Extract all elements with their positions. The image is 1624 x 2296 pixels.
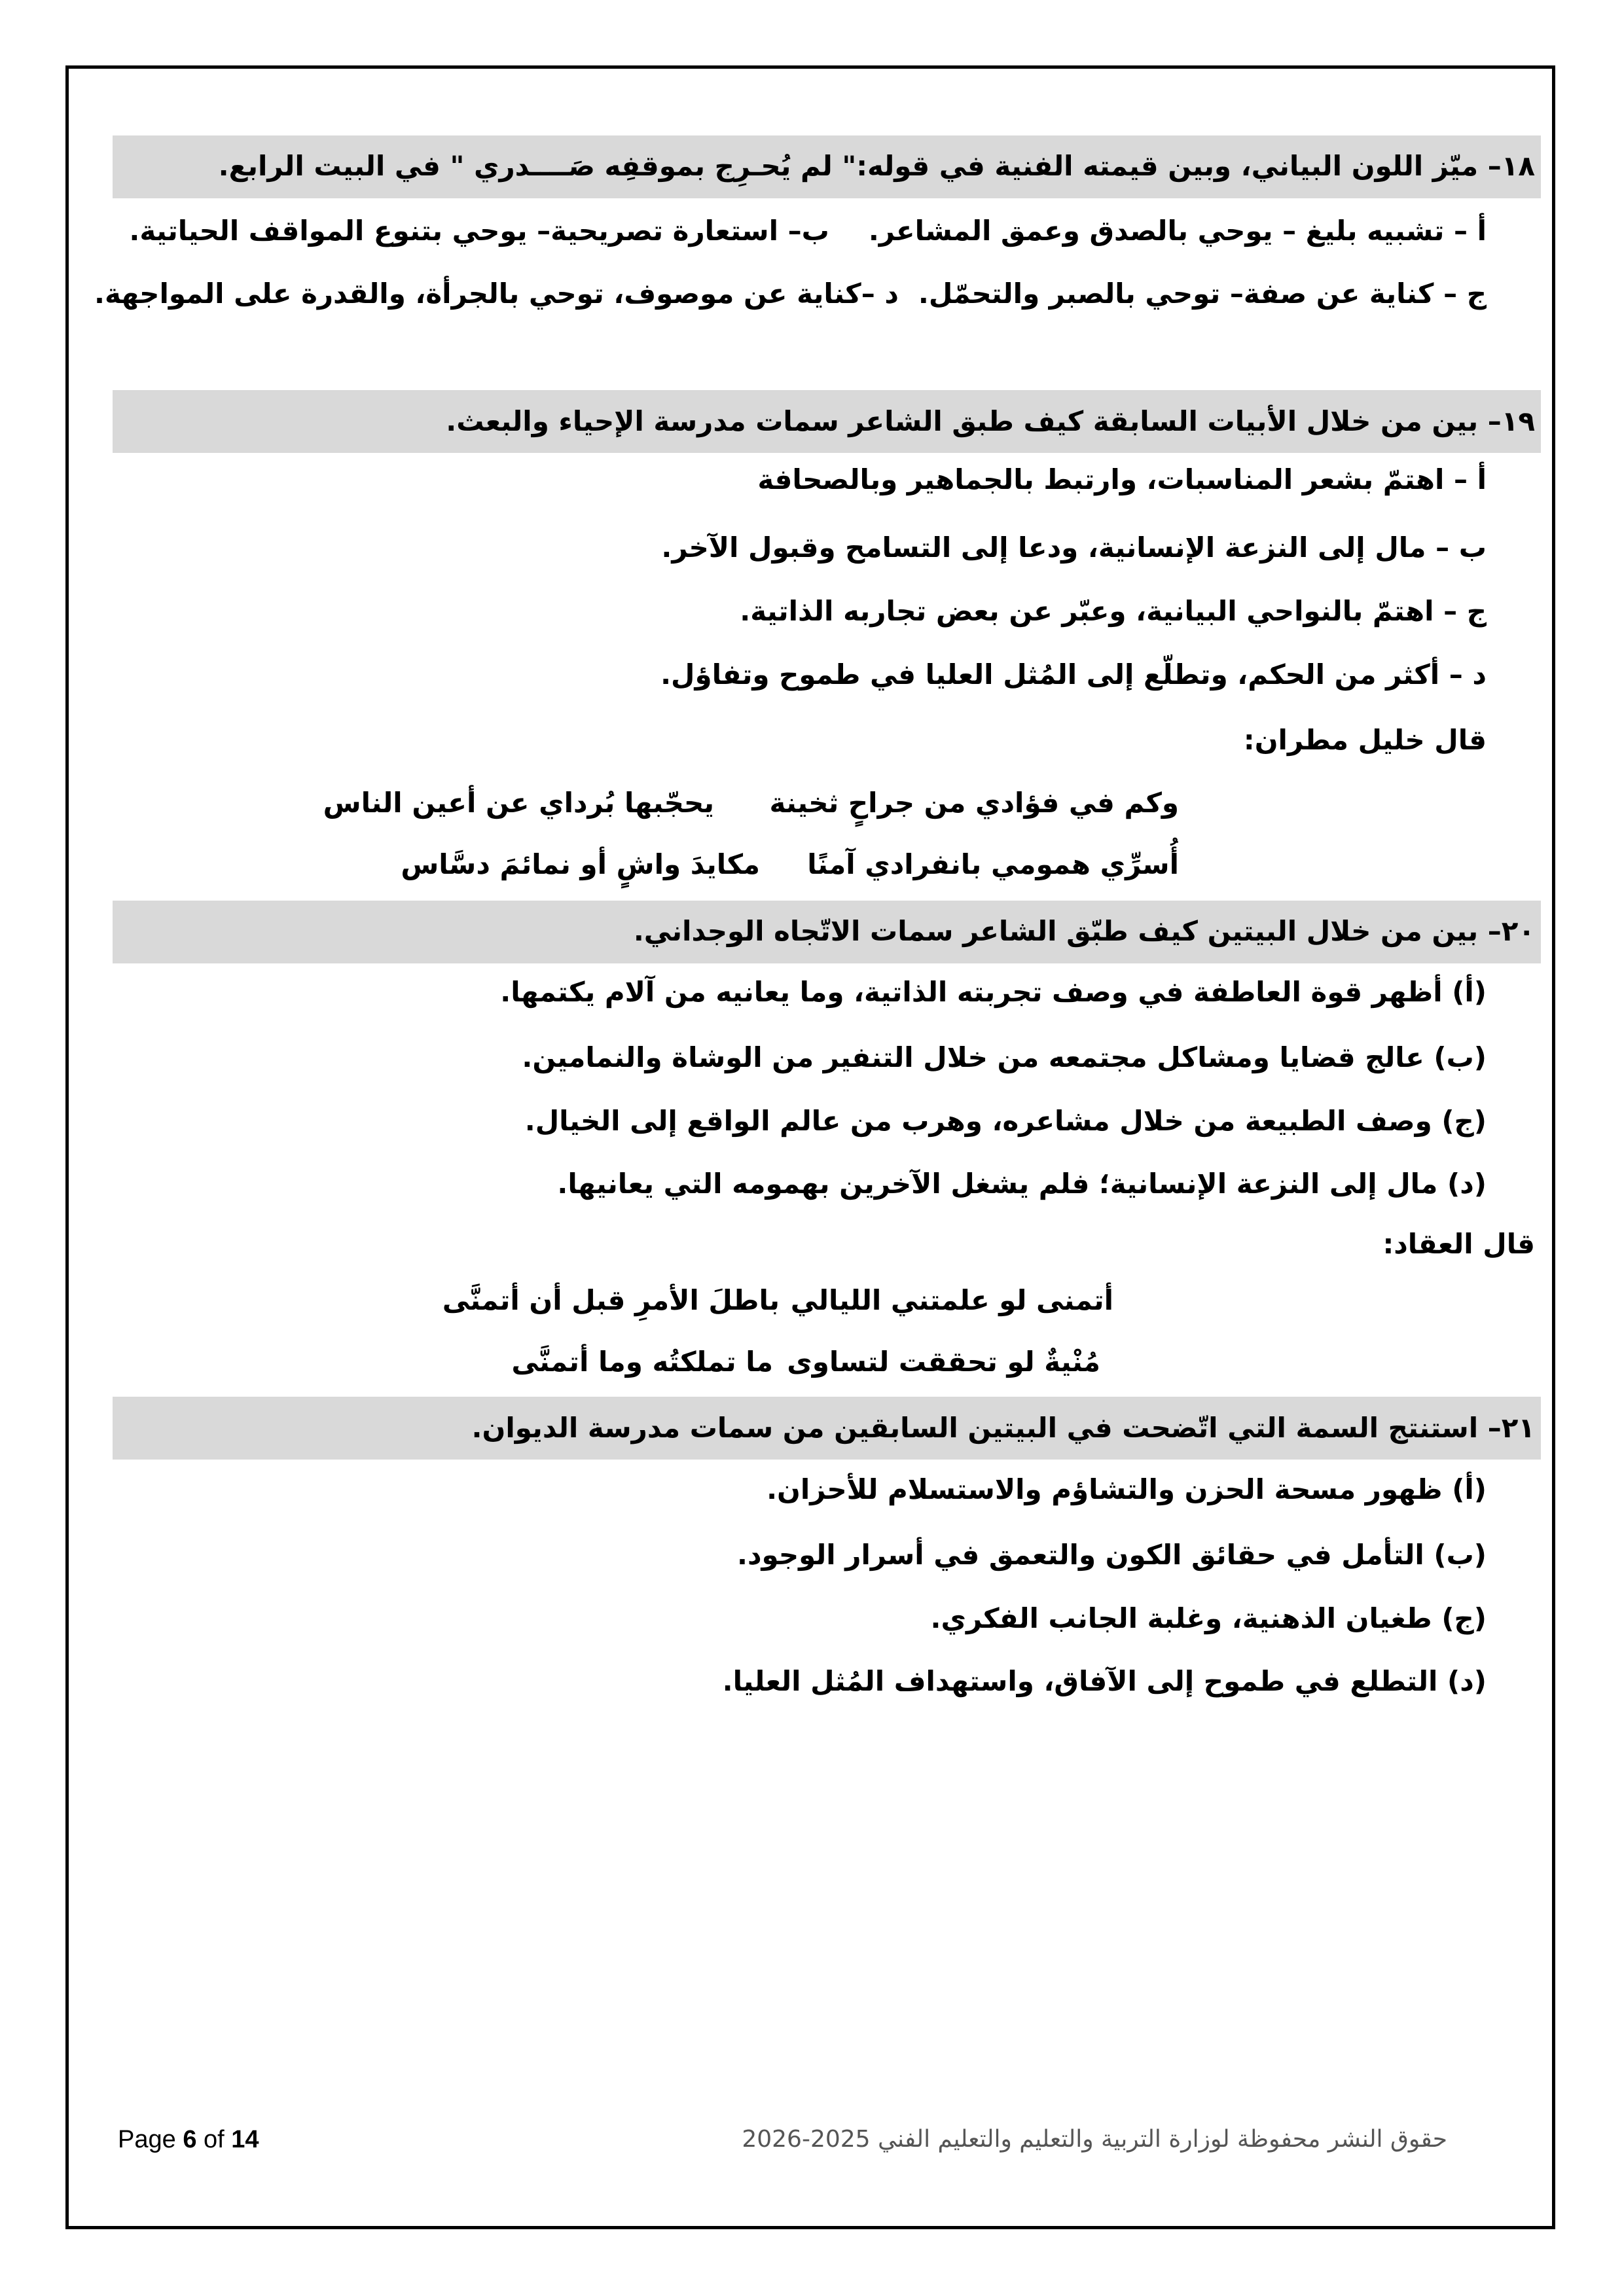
question-19-option-a[interactable]: أ – اهتمّ بشعر المناسبات، وارتبط بالجماهير وبالصحافة: [757, 463, 1487, 495]
page-of: of: [204, 2126, 225, 2153]
poet-label-mutran: قال خليل مطران:: [1243, 724, 1487, 756]
poet-label-aqqad: قال العقاد:: [1382, 1228, 1535, 1260]
question-18-option-c[interactable]: ج – كناية عن صفة– توحي بالصبر والتحمّل.: [918, 278, 1487, 310]
question-20-option-a[interactable]: (أ) أظهر قوة العاطفة في وصف تجربته الذاتية، وما يعانيه من آلام يكتمها.: [500, 976, 1487, 1008]
question-21-option-d[interactable]: (د) التطلع في طموح إلى الآفاق، واستهداف المُثل العليا.: [722, 1665, 1487, 1697]
question-18-option-b[interactable]: ب– استعارة تصريحية– يوحي بتنوع المواقف الحياتية.: [129, 215, 829, 247]
question-21-option-a[interactable]: (أ) ظهور مسحة الحزن والتشاؤم والاستسلام للأحزان.: [767, 1473, 1487, 1505]
poem-2-verse-2-second: ما تملكتُه وما أتمنَّى: [511, 1346, 773, 1378]
copyright-notice: حقوق النشر محفوظة لوزارة التربية والتعليم والتعليم الفني 2025-2026: [742, 2126, 1447, 2153]
question-19-stem: ١٩– بين من خلال الأبيات السابقة كيف طبق الشاعر سمات مدرسة الإحياء والبعث.: [446, 405, 1535, 437]
poem-1-verse-1-second: يحجّبها بُرداي عن أعين الناس: [323, 787, 714, 819]
poem-2-verse-1-second: باطلَ الأمرِ قبل أن أتمنَّى: [442, 1284, 780, 1316]
question-18-stem: ١٨– ميّز اللون البياني، وبين قيمته الفنية في قوله:" لم يُحـرِج بموقفِه صَــــدري " في البيت الرابع.: [218, 150, 1535, 182]
poem-1-verse-2-first: أُسرِّي همومي بانفرادي آمنًا: [807, 848, 1179, 880]
poem-1-verse-1-first: وكم في فؤادي من جراحٍ ثخينة: [769, 787, 1179, 819]
question-18-option-d[interactable]: د –كناية عن موصوف، توحي بالجرأة، والقدرة على المواجهة.: [94, 278, 899, 310]
page-number: [118, 2126, 259, 2154]
page-current: 6: [183, 2126, 197, 2153]
poem-2-verse-2-first: مُنْيةٌ لو تحققت لتساوى: [787, 1346, 1100, 1378]
question-20-option-d[interactable]: (د) مال إلى النزعة الإنسانية؛ فلم يشغل الآخرين بهمومه التي يعانيها.: [557, 1168, 1487, 1200]
poem-2-verse-1-first: أتمنى لو علمتني الليالي: [790, 1284, 1113, 1316]
poem-1-verse-2-second: مكايدَ واشٍ أو نمائمَ دسَّاس: [401, 848, 760, 880]
question-18-options-row-1: [129, 215, 1487, 247]
question-18-options-row-2: [94, 278, 1487, 310]
page-prefix: Page: [118, 2126, 176, 2153]
page-total: 14: [231, 2126, 259, 2153]
question-21-option-b[interactable]: (ب) التأمل في حقائق الكون والتعمق في أسرار الوجود.: [737, 1539, 1487, 1571]
question-20-stem: ٢٠– بين من خلال البيتين كيف طبّق الشاعر سمات الاتّجاه الوجداني.: [633, 915, 1535, 947]
question-20-option-b[interactable]: (ب) عالج قضايا ومشاكل مجتمعه من خلال التنفير من الوشاة والنمامين.: [522, 1041, 1487, 1073]
question-19-option-b[interactable]: ب – مال إلى النزعة الإنسانية، ودعا إلى التسامح وقبول الآخر.: [661, 531, 1487, 564]
question-19-option-c[interactable]: ج – اهتمّ بالنواحي البيانية، وعبّر عن بعض تجاربه الذاتية.: [740, 595, 1487, 627]
question-21-option-c[interactable]: (ج) طغيان الذهنية، وغلبة الجانب الفكري.: [930, 1602, 1487, 1634]
question-20-option-c[interactable]: (ج) وصف الطبيعة من خلال مشاعره، وهرب من عالم الواقع إلى الخيال.: [524, 1105, 1487, 1137]
question-21-stem: ٢١– استنتج السمة التي اتّضحت في البيتين السابقين من سمات مدرسة الديوان.: [471, 1412, 1535, 1444]
question-18-option-a[interactable]: أ – تشبيه بليغ – يوحي بالصدق وعمق المشاعر.: [868, 215, 1487, 247]
question-19-option-d[interactable]: د – أكثر من الحكم، وتطلّع إلى المُثل العليا في طموح وتفاؤل.: [660, 658, 1487, 691]
